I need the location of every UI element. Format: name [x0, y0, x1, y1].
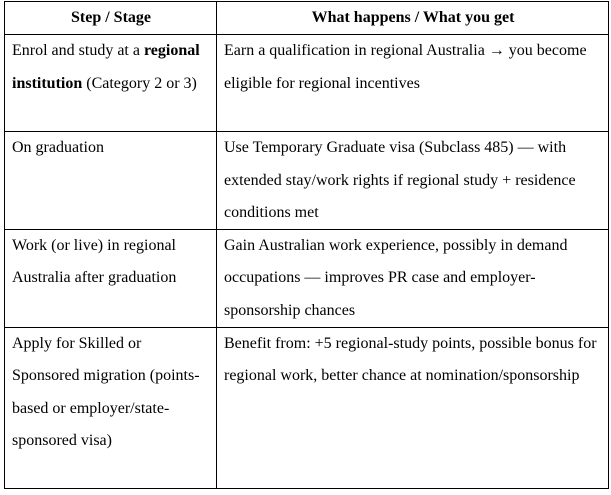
table-row — [5, 230, 609, 328]
header-step-stage: Step / Stage — [5, 2, 217, 35]
stage-cell: On graduation — [5, 132, 217, 230]
stage-emphasis: regional institution — [12, 42, 200, 92]
stage-cell — [5, 35, 217, 132]
table-row — [5, 328, 609, 489]
table-row — [5, 35, 609, 132]
outcome-cell: Gain Australian work experience, possibly in demand occupations — improves PR case and employer-sponsorship chances — [217, 230, 609, 328]
outcome-cell: Benefit from: +5 regional-study points, possible bonus for regional work, better chance at nomination/sponsorship — [217, 328, 609, 489]
table-header-row — [5, 2, 609, 35]
header-what-happens: What happens / What you get — [217, 2, 609, 35]
stage-cell: Work (or live) in regional Australia after graduation — [5, 230, 217, 328]
stage-text-suffix: (Category 2 or 3) — [82, 74, 197, 92]
stage-cell: Apply for Skilled or Sponsored migration (points-based or employer/state-sponsored visa) — [5, 328, 217, 489]
outcome-cell: Earn a qualification in regional Australia → you become eligible for regional incentives — [217, 35, 609, 132]
stage-text: Enrol and study at a — [12, 42, 144, 60]
pathway-table — [4, 1, 609, 489]
table-row — [5, 132, 609, 230]
outcome-cell: Use Temporary Graduate visa (Subclass 485) — with extended stay/work rights if regional study + residence conditions met — [217, 132, 609, 230]
